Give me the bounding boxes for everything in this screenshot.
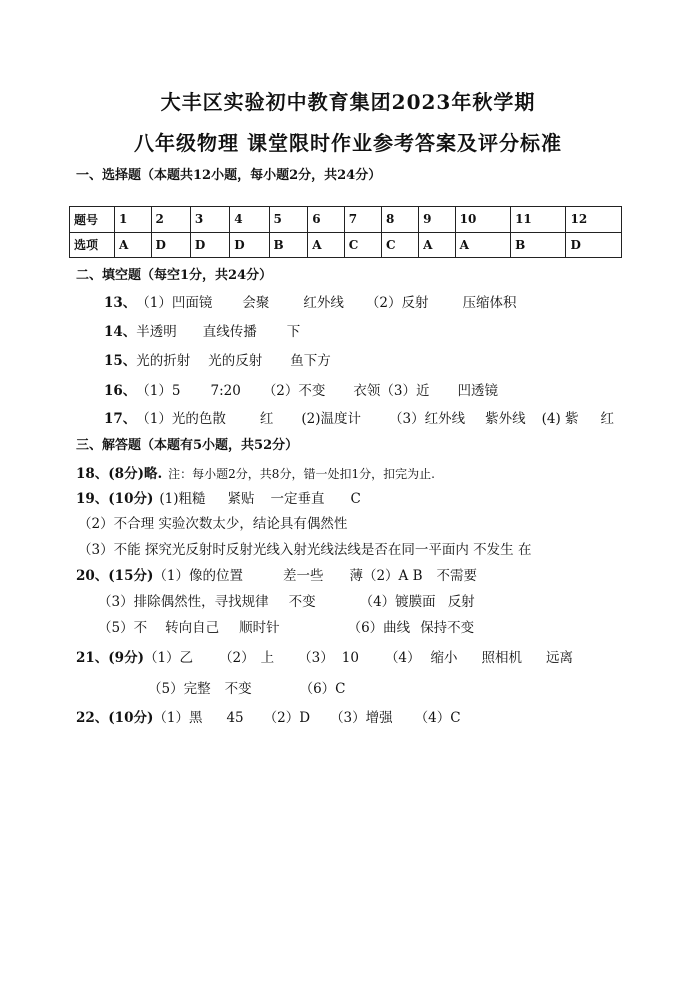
answer-text: 顺时针	[239, 620, 280, 636]
answer-cell: A	[419, 232, 456, 258]
question-number-cell: 10	[455, 207, 510, 233]
answer-text: （1）像的位置	[153, 568, 243, 584]
answer-text: 远离	[546, 650, 574, 666]
section-1-heading: 一、选择题（本题共12小题，每小题2分，共24分）	[76, 168, 382, 183]
answer-text: 差一些	[282, 568, 324, 584]
question-number-cell: 3	[190, 207, 229, 233]
section-2-heading: 二、填空题（每空1分，共24分）	[76, 268, 273, 283]
answer-text: 衣领（3）近	[353, 383, 430, 399]
answer-line-21	[76, 646, 573, 666]
answer-line-22	[76, 706, 461, 726]
answer-cell: D	[190, 232, 229, 258]
answer-cell: D	[566, 232, 622, 258]
table-row	[70, 232, 622, 258]
answer-text: 不变	[224, 681, 252, 697]
question-number: 19、	[76, 491, 109, 507]
answer-text: 鱼下方	[290, 353, 331, 369]
answer-line-14	[104, 320, 300, 340]
answer-text: （1）光的色散	[136, 411, 226, 427]
answer-text: 照相机	[481, 650, 523, 666]
answer-cell: B	[511, 232, 566, 258]
answer-text: （2）D	[263, 710, 311, 726]
question-number: 17、	[104, 411, 137, 427]
answer-text: （1）乙	[143, 650, 194, 666]
answer-line-19-3: （3）不能 探究光反射时反射光线入射光线法线是否在同一平面内 不发生 在	[78, 542, 532, 558]
score-text: (15分)	[108, 568, 154, 584]
answer-line-17	[104, 407, 614, 427]
answer-cell: B	[269, 232, 308, 258]
multiple-choice-answer-table	[69, 206, 622, 258]
answer-text: C	[350, 491, 361, 507]
answer-line-13	[104, 291, 516, 311]
answer-text: （5）完整	[148, 681, 211, 697]
answer-text: 红	[259, 411, 274, 427]
answer-text: （1）5	[136, 383, 181, 399]
answer-text: （6）曲线	[347, 620, 411, 636]
question-number: 20、	[76, 568, 109, 584]
question-number: 22、	[76, 710, 109, 726]
answer-text: 45	[226, 710, 244, 726]
question-number: 14、	[104, 324, 137, 340]
answer-line-21-2	[148, 677, 346, 697]
answer-cell: A	[115, 232, 152, 258]
answer-text: (2)温度计	[301, 411, 362, 427]
answer-cell: C	[344, 232, 381, 258]
question-number: 18、	[76, 466, 109, 482]
answer-line-20	[76, 564, 477, 584]
answer-text: 保持不变	[420, 620, 475, 636]
question-number: 13、	[104, 295, 137, 311]
answer-text: 薄（2）A B	[349, 568, 423, 584]
answer-cell: D	[151, 232, 190, 258]
question-number-cell: 12	[566, 207, 622, 233]
answer-text: 上	[260, 650, 275, 666]
answer-text: 一定垂直	[270, 491, 325, 507]
question-number: 16、	[104, 383, 137, 399]
answer-text: 光的折射	[136, 353, 191, 369]
table-row-header: 选项	[70, 232, 115, 258]
answer-text: (4) 紫	[541, 411, 579, 427]
answer-text: 缩小	[430, 650, 458, 666]
question-number-cell: 1	[115, 207, 152, 233]
question-number-cell: 11	[511, 207, 566, 233]
answer-line-19-2: （2）不合理 实验次数太少，结论具有偶然性	[78, 516, 348, 532]
question-number-cell: 6	[308, 207, 345, 233]
answer-text: （3）排除偶然性，寻找规律	[98, 594, 269, 610]
answer-text: （4）镀膜面	[359, 594, 436, 610]
answer-line-15	[104, 349, 331, 369]
answer-text: 转向自己	[165, 620, 220, 636]
question-number: 21、	[76, 650, 109, 666]
question-number-cell: 5	[269, 207, 308, 233]
answer-cell: C	[381, 232, 418, 258]
answer-text: 红外线	[303, 295, 344, 311]
answer-line-19	[76, 487, 361, 507]
answer-line-20-3	[98, 616, 474, 636]
answer-line-16	[104, 379, 498, 399]
section-3-heading: 三、解答题（本题有5小题，共52分）	[76, 438, 299, 453]
answer-text: （6）C	[299, 681, 346, 697]
answer-text: 半透明	[136, 324, 177, 340]
answer-text: （3）	[298, 650, 334, 666]
answer-cell: A	[455, 232, 510, 258]
answer-cell: D	[230, 232, 269, 258]
answer-text: 直线传播	[202, 324, 257, 340]
answer-text: 凹透镜	[457, 383, 498, 399]
answer-text: 紫外线	[485, 411, 526, 427]
question-number: 15、	[104, 353, 137, 369]
answer-text: 压缩体积	[462, 295, 517, 311]
answer-text: 10	[341, 650, 359, 666]
answer-text: 反射	[447, 594, 475, 610]
answer-text: （3）增强	[330, 710, 393, 726]
score-text: (9分)	[108, 650, 144, 666]
answer-text: 会聚	[242, 295, 270, 311]
answer-text: 红	[600, 411, 615, 427]
answer-text: 光的反射	[208, 353, 263, 369]
answer-text: （2）不变	[262, 383, 326, 399]
answer-text: （1）黑	[153, 710, 203, 726]
answer-text: （4）	[384, 650, 421, 666]
answer-text: （1）凹面镜	[136, 295, 213, 311]
table-row-header: 题号	[70, 207, 115, 233]
answer-text: 不变	[288, 594, 316, 610]
answer-text: （3）红外线	[389, 411, 466, 427]
question-number-cell: 8	[381, 207, 418, 233]
answer-text: （2）	[219, 650, 255, 666]
score-text: (10分)	[108, 491, 154, 507]
answer-line-18	[76, 462, 435, 482]
answer-text: 7:20	[210, 383, 241, 399]
score-text: (8分)略.	[108, 466, 163, 482]
answer-text: 下	[286, 324, 301, 340]
score-text: (10分)	[108, 710, 154, 726]
question-number-cell: 9	[419, 207, 456, 233]
question-number-cell: 4	[230, 207, 269, 233]
scoring-note: 注：每小题2分，共8分，错一处扣1分，扣完为止.	[168, 467, 435, 481]
question-number-cell: 2	[151, 207, 190, 233]
answer-text: (1)粗糙	[159, 491, 206, 507]
answer-text: 紧贴	[227, 491, 255, 507]
answer-cell: A	[308, 232, 345, 258]
question-number-cell: 7	[344, 207, 381, 233]
table-row	[70, 207, 622, 233]
answer-text: （2）反射	[365, 295, 429, 311]
answer-text: 不需要	[436, 568, 478, 584]
answer-text: （5）不	[98, 620, 148, 636]
document-subtitle: 八年级物理 课堂限时作业参考答案及评分标准	[134, 131, 562, 155]
document-title: 大丰区实验初中教育集团2023年秋学期	[160, 90, 536, 114]
answer-line-20-2	[98, 590, 475, 610]
answer-text: （4）C	[414, 710, 461, 726]
